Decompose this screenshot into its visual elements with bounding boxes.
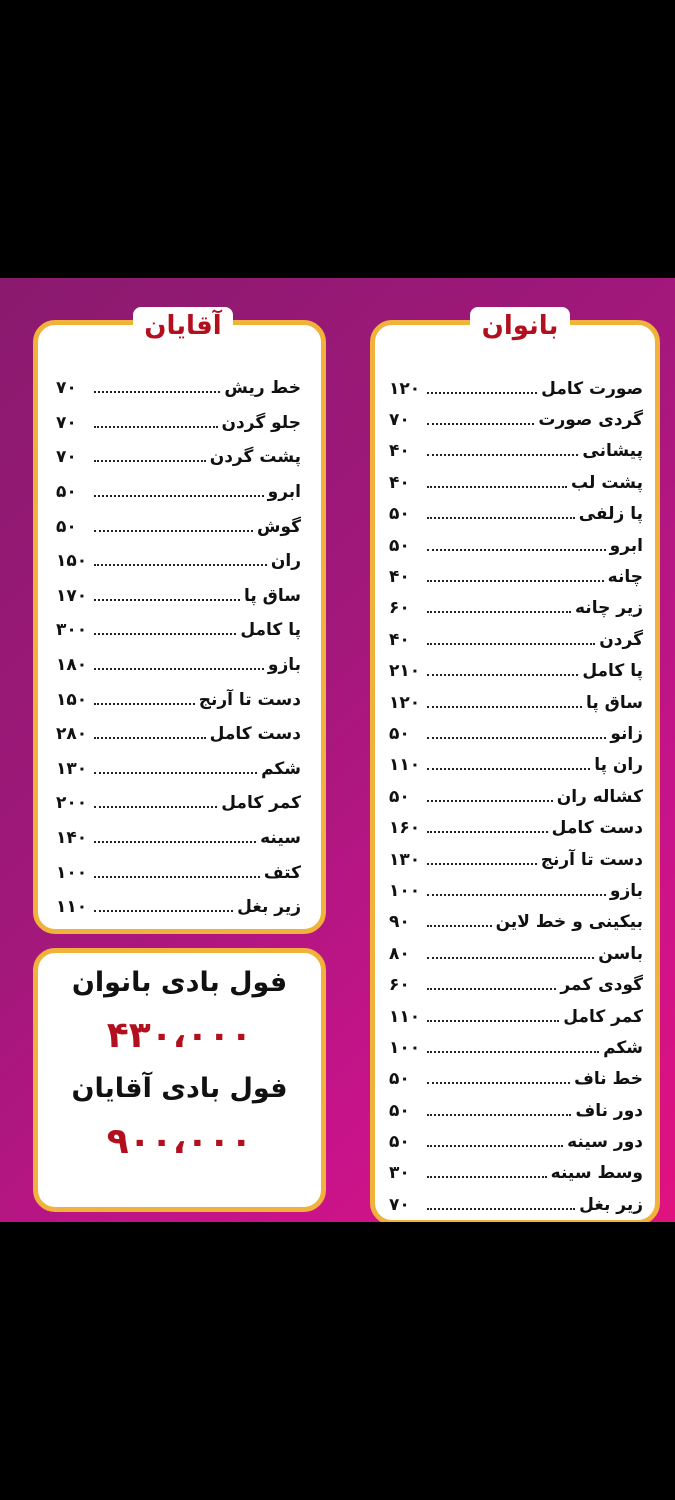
- service-label: ابرو: [267, 482, 301, 503]
- women-price-row: [389, 1064, 643, 1095]
- service-price: ۵۰: [389, 723, 410, 744]
- service-price: ۱۰۰: [389, 1037, 421, 1058]
- service-price: ۵۰: [389, 1069, 410, 1090]
- men-price-row: [56, 544, 301, 579]
- service-label: ران پا: [594, 755, 643, 776]
- men-price-row: [56, 682, 301, 717]
- men-full-body-title: فول بادی آقایان: [71, 1073, 288, 1104]
- women-price-row: [389, 1189, 643, 1220]
- full-body-promo-card: [33, 948, 326, 1212]
- service-price: ۷۰: [389, 1194, 410, 1215]
- men-price-row: [56, 475, 301, 510]
- women-price-row: [389, 969, 643, 1000]
- dotted-leader: [94, 426, 218, 428]
- dotted-leader: [427, 737, 606, 739]
- service-label: گودی کمر: [560, 975, 643, 996]
- service-price: ۳۰۰: [56, 620, 88, 641]
- dotted-leader: [427, 988, 556, 990]
- women-price-row: [389, 781, 643, 812]
- service-label: دست تا آرنج: [198, 689, 301, 710]
- women-price-row: [389, 687, 643, 718]
- service-label: دست کامل: [209, 724, 301, 745]
- dotted-leader: [94, 668, 264, 670]
- dotted-leader: [94, 564, 267, 566]
- women-price-row: [389, 1001, 643, 1032]
- men-price-row: [56, 786, 301, 821]
- service-price: ۱۳۰: [389, 849, 421, 870]
- women-price-row: [389, 404, 643, 435]
- dotted-leader: [427, 486, 567, 488]
- service-label: زیر چانه: [575, 598, 643, 619]
- men-price-row: [56, 855, 301, 890]
- service-label: پا کامل: [582, 661, 643, 682]
- women-price-row: [389, 1095, 643, 1126]
- dotted-leader: [94, 910, 233, 912]
- dotted-leader: [94, 737, 206, 739]
- dotted-leader: [427, 925, 492, 927]
- dotted-leader: [427, 1208, 575, 1210]
- women-price-row: [389, 373, 643, 404]
- service-price: ۱۱۰: [56, 897, 88, 918]
- price-poster: [0, 278, 675, 1222]
- service-price: ۲۸۰: [56, 724, 88, 745]
- service-label: صورت کامل: [541, 378, 643, 399]
- dotted-leader: [427, 1082, 570, 1084]
- service-label: دور ناف: [575, 1100, 643, 1121]
- dotted-leader: [427, 1051, 599, 1053]
- men-full-body-price: ۹۰۰،۰۰۰: [106, 1121, 253, 1162]
- dotted-leader: [427, 1145, 563, 1147]
- women-price-card: [370, 311, 660, 1222]
- women-price-row: [389, 875, 643, 906]
- service-price: ۵۰: [389, 535, 410, 556]
- service-price: ۱۸۰: [56, 655, 88, 676]
- dotted-leader: [94, 495, 264, 497]
- service-price: ۵۰: [389, 504, 410, 525]
- service-label: زانو: [610, 723, 643, 744]
- service-price: ۱۰۰: [56, 862, 88, 883]
- women-price-row: [389, 812, 643, 843]
- dotted-leader: [94, 633, 236, 635]
- women-price-row: [389, 624, 643, 655]
- dotted-leader: [427, 392, 537, 394]
- dotted-leader: [94, 460, 206, 462]
- service-label: خط ریش: [224, 378, 301, 399]
- service-price: ۵۰: [389, 1132, 410, 1153]
- service-label: ابرو: [609, 535, 643, 556]
- service-label: پشت لب: [571, 472, 643, 493]
- service-label: وسط سینه: [550, 1163, 643, 1184]
- service-label: کتف: [263, 862, 301, 883]
- service-price: ۱۱۰: [389, 1006, 421, 1027]
- women-price-row: [389, 718, 643, 749]
- men-price-card: [33, 311, 326, 934]
- service-price: ۱۴۰: [56, 828, 88, 849]
- women-price-row: [389, 499, 643, 530]
- dotted-leader: [94, 841, 256, 843]
- women-price-row: [389, 656, 643, 687]
- service-price: ۱۵۰: [56, 689, 88, 710]
- service-label: زیر بغل: [579, 1194, 643, 1215]
- men-price-row: [56, 579, 301, 614]
- service-price: ۱۵۰: [56, 551, 88, 572]
- service-label: باسن: [598, 943, 643, 964]
- men-price-row: [56, 613, 301, 648]
- women-full-body-price: ۴۳۰،۰۰۰: [106, 1015, 253, 1056]
- women-price-row: [389, 844, 643, 875]
- service-price: ۵۰: [389, 786, 410, 807]
- dotted-leader: [427, 768, 590, 770]
- dotted-leader: [427, 517, 575, 519]
- service-label: زیر بغل: [237, 897, 301, 918]
- service-price: ۲۰۰: [56, 793, 88, 814]
- men-price-row: [56, 752, 301, 787]
- women-price-row: [389, 750, 643, 781]
- service-price: ۱۰۰: [389, 880, 421, 901]
- women-title: بانوان: [470, 307, 570, 347]
- service-price: ۷۰: [56, 378, 77, 399]
- service-price: ۴۰: [389, 441, 410, 462]
- service-label: بازو: [267, 655, 301, 676]
- dotted-leader: [427, 423, 534, 425]
- service-label: پشت گردن: [209, 447, 301, 468]
- women-price-row: [389, 1126, 643, 1157]
- service-price: ۶۰: [389, 598, 410, 619]
- men-price-row: [56, 890, 301, 925]
- men-price-list: [56, 371, 301, 925]
- women-price-row: [389, 530, 643, 561]
- women-price-row: [389, 593, 643, 624]
- service-price: ۱۱۰: [389, 755, 421, 776]
- service-label: گوش: [256, 516, 301, 537]
- service-price: ۵۰: [56, 482, 77, 503]
- service-price: ۳۰: [389, 1163, 410, 1184]
- service-label: پا زلفی: [578, 504, 643, 525]
- men-price-row: [56, 509, 301, 544]
- service-price: ۲۱۰: [389, 661, 421, 682]
- men-price-row: [56, 406, 301, 441]
- service-price: ۷۰: [56, 447, 77, 468]
- women-price-row: [389, 436, 643, 467]
- service-price: ۱۷۰: [56, 585, 88, 606]
- dotted-leader: [94, 772, 257, 774]
- service-label: بیکینی و خط لاین: [495, 912, 643, 933]
- dotted-leader: [94, 391, 220, 393]
- service-label: کمر کامل: [221, 793, 301, 814]
- service-price: ۹۰: [389, 912, 410, 933]
- service-price: ۵۰: [56, 516, 77, 537]
- women-price-row: [389, 467, 643, 498]
- service-label: دست تا آرنج: [540, 849, 643, 870]
- women-full-body-title: فول بادی بانوان: [71, 967, 288, 998]
- service-price: ۴۰: [389, 629, 410, 650]
- service-label: ران: [270, 551, 301, 572]
- men-title: آقایان: [133, 307, 233, 347]
- dotted-leader: [94, 876, 260, 878]
- service-label: ساق پا: [586, 692, 643, 713]
- dotted-leader: [94, 530, 253, 532]
- service-label: دست کامل: [551, 818, 643, 839]
- service-price: ۸۰: [389, 943, 410, 964]
- service-label: کشاله ران: [556, 786, 643, 807]
- service-price: ۷۰: [389, 410, 410, 431]
- dotted-leader: [427, 957, 594, 959]
- women-price-row: [389, 1032, 643, 1063]
- dotted-leader: [427, 894, 606, 896]
- women-price-row: [389, 938, 643, 969]
- dotted-leader: [427, 580, 604, 582]
- service-label: ساق پا: [244, 585, 301, 606]
- dotted-leader: [427, 706, 582, 708]
- women-price-row: [389, 907, 643, 938]
- women-price-list: [389, 373, 643, 1221]
- service-label: بازو: [609, 880, 643, 901]
- service-label: گردی صورت: [538, 410, 643, 431]
- service-label: شکم: [261, 758, 301, 779]
- men-price-row: [56, 717, 301, 752]
- service-label: پا کامل: [240, 620, 301, 641]
- service-price: ۵۰: [389, 1100, 410, 1121]
- men-price-row: [56, 440, 301, 475]
- dotted-leader: [427, 454, 578, 456]
- service-price: ۱۳۰: [56, 758, 88, 779]
- women-price-row: [389, 1158, 643, 1189]
- service-price: ۴۰: [389, 567, 410, 588]
- dotted-leader: [427, 1114, 571, 1116]
- dotted-leader: [427, 863, 537, 865]
- dotted-leader: [427, 549, 606, 551]
- dotted-leader: [94, 703, 195, 705]
- service-price: ۶۰: [389, 975, 410, 996]
- service-label: دور سینه: [567, 1132, 643, 1153]
- women-price-row: [389, 561, 643, 592]
- dotted-leader: [427, 674, 578, 676]
- men-price-row: [56, 648, 301, 683]
- service-label: گردن: [599, 629, 643, 650]
- dotted-leader: [427, 643, 595, 645]
- dotted-leader: [427, 831, 548, 833]
- dotted-leader: [94, 599, 240, 601]
- service-price: ۴۰: [389, 472, 410, 493]
- men-price-row: [56, 371, 301, 406]
- service-label: سینه: [260, 828, 301, 849]
- dotted-leader: [94, 806, 217, 808]
- service-price: ۱۲۰: [389, 692, 421, 713]
- service-label: پیشانی: [582, 441, 643, 462]
- men-price-row: [56, 821, 301, 856]
- dotted-leader: [427, 1020, 559, 1022]
- dotted-leader: [427, 611, 571, 613]
- service-label: کمر کامل: [563, 1006, 643, 1027]
- service-price: ۱۶۰: [389, 818, 421, 839]
- service-label: چانه: [607, 567, 643, 588]
- service-price: ۷۰: [56, 412, 77, 433]
- dotted-leader: [427, 800, 553, 802]
- service-label: خط ناف: [574, 1069, 643, 1090]
- service-price: ۱۲۰: [389, 378, 421, 399]
- service-label: جلو گردن: [221, 412, 301, 433]
- service-label: شکم: [603, 1037, 643, 1058]
- dotted-leader: [427, 1176, 547, 1178]
